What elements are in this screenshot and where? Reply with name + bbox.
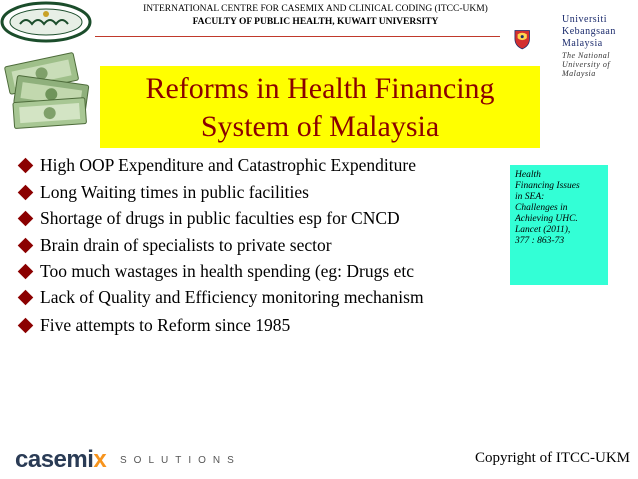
- bullet-item: [20, 312, 510, 339]
- casemix-solutions-logo: [15, 446, 241, 476]
- bullet-item: [20, 232, 510, 259]
- diamond-bullet-icon: [18, 237, 34, 253]
- bullet-text: Brain drain of specialists to private sector: [40, 234, 332, 255]
- diamond-bullet-icon: [18, 184, 34, 200]
- ukm-name-line3: Malaysia: [562, 38, 603, 49]
- slide-title-line1: Reforms in Health Financing: [145, 72, 495, 105]
- ukm-name-line2: Kebangsaan: [562, 26, 616, 37]
- bullet-text: High OOP Expenditure and Catastrophic Expenditure: [40, 155, 417, 175]
- diamond-bullet-icon: [18, 158, 34, 174]
- header-faculty-name: FACULTY OF PUBLIC HEALTH, KUWAIT UNIVERSITY: [192, 17, 439, 27]
- copyright-notice: Copyright of ITCC-UKM: [475, 450, 630, 466]
- bullet-item: [20, 179, 510, 206]
- casemix-wordmark: [15, 446, 106, 474]
- ukm-name-line1: Universiti: [562, 14, 607, 25]
- money-stack-icon: [2, 46, 98, 132]
- bullet-list: [20, 152, 510, 338]
- header-institute-name: INTERNATIONAL CENTRE FOR CASEMIX AND CLINICAL CODING (ITCC-UKM): [143, 4, 488, 14]
- solutions-wordmark: SOLUTIONS: [120, 455, 241, 466]
- diamond-bullet-icon: [18, 264, 34, 280]
- bullet-text: Too much wastages in health spending (eg: Drugs etc: [40, 261, 414, 281]
- bullet-item: [20, 205, 510, 232]
- bullet-text: Shortage of drugs in public faculties esp for CNCD: [40, 208, 400, 228]
- diamond-bullet-icon: [18, 289, 34, 305]
- bullet-text: Five attempts to Reform since 1985: [40, 314, 291, 335]
- ukm-logo-text: [562, 14, 638, 78]
- kuwait-university-logo: [0, 0, 92, 44]
- diamond-bullet-icon: [18, 211, 34, 227]
- reference-text: Health Financing Issues in SEA: Challenges in Achieving UHC. Lancet (2011), 377 : 863-73: [515, 170, 580, 246]
- bullet-text: Long Waiting times in public facilities: [40, 181, 309, 202]
- bullet-item: [20, 258, 510, 285]
- bullet-item: [20, 152, 510, 179]
- slide-title: [100, 70, 540, 146]
- bullet-item: [20, 285, 440, 312]
- slide-title-line2: System of Malaysia: [200, 110, 440, 143]
- ukm-tagline: The National University of Malaysia: [562, 51, 611, 78]
- header-divider: [95, 36, 500, 37]
- bullet-text: Lack of Quality and Efficiency monitoring mechanism: [40, 286, 424, 307]
- ukm-crest-icon: [513, 12, 561, 67]
- casemix-wordmark-x: x: [93, 446, 107, 473]
- diamond-bullet-icon: [18, 317, 34, 333]
- casemix-wordmark-main: casemi: [15, 446, 94, 473]
